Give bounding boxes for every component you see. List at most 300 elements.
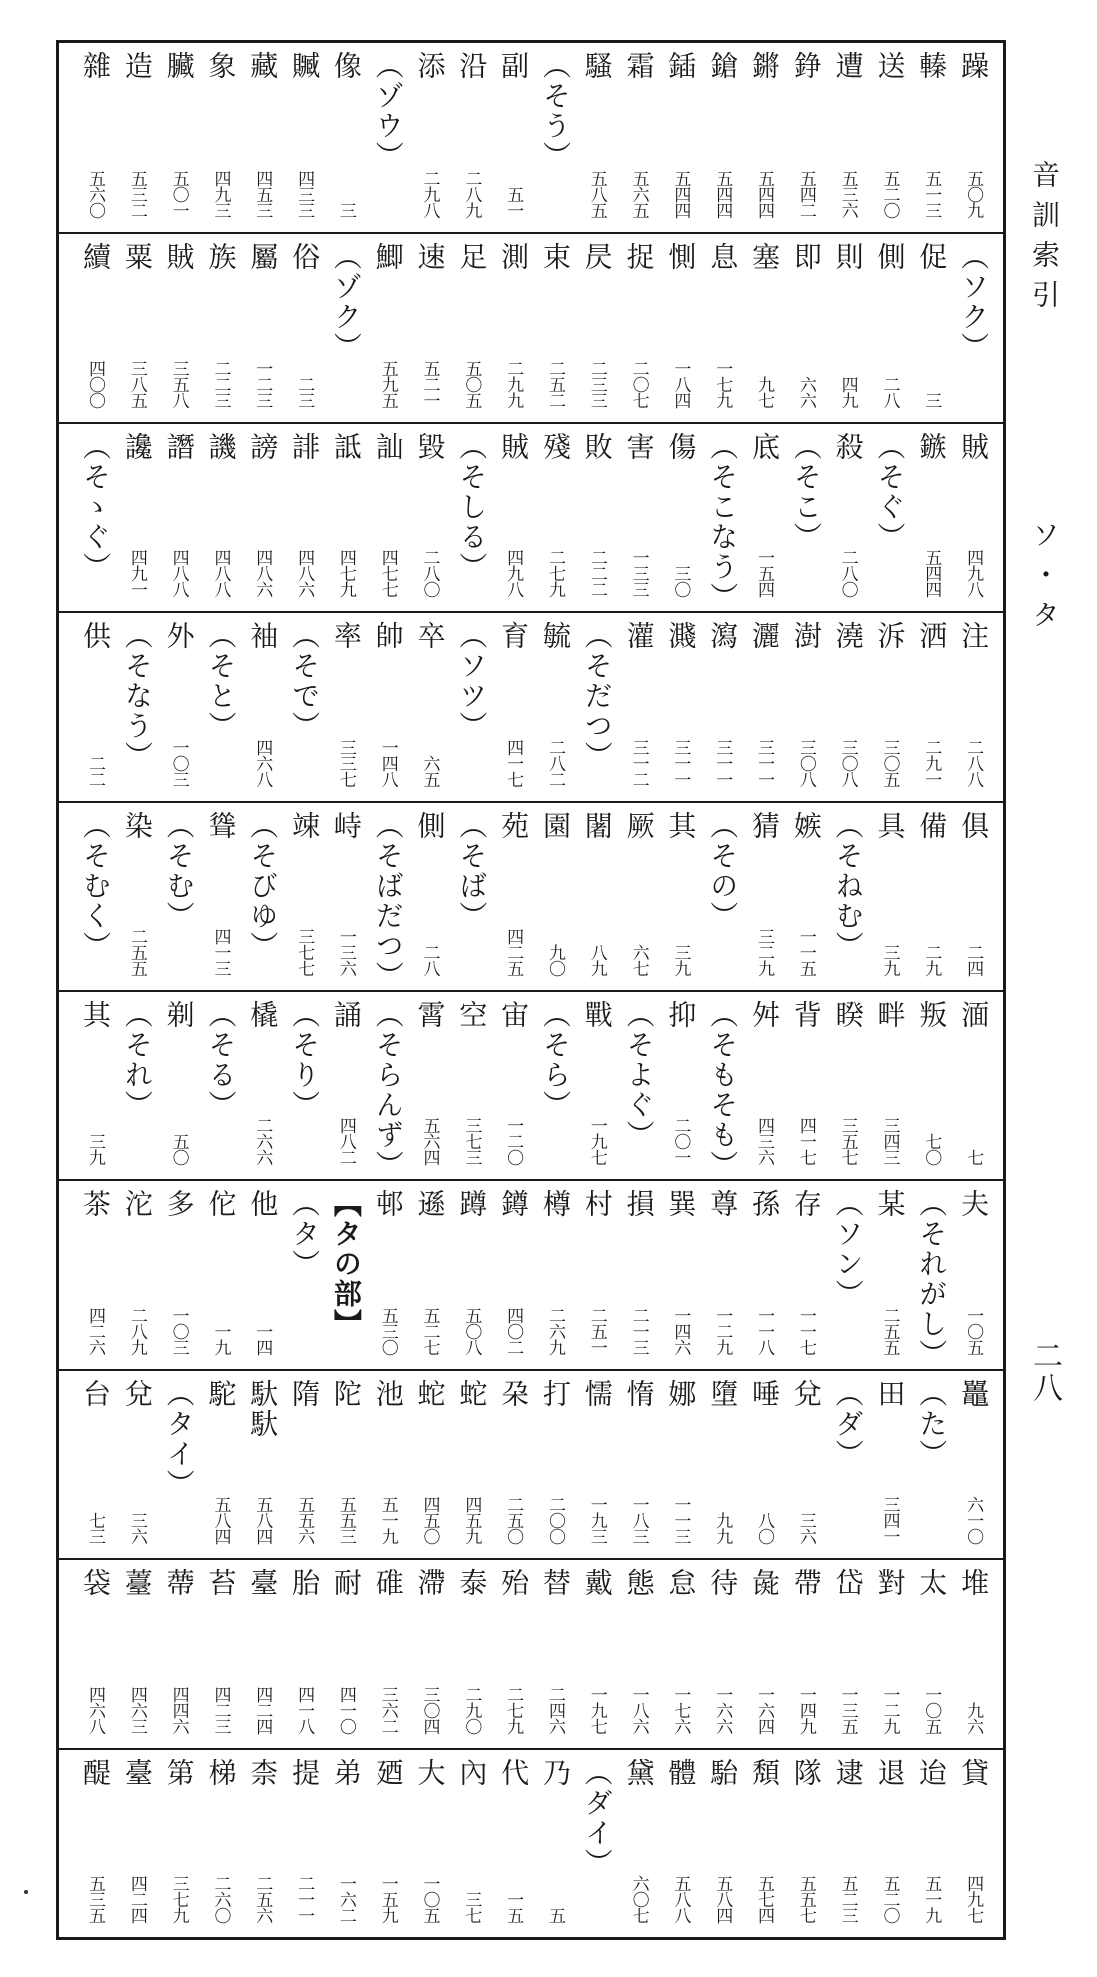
page-ref: 二二二 [586,549,607,598]
headword: 注 [957,621,991,652]
headword: 園 [538,810,572,841]
index-entry [282,1371,324,1558]
page-ref: 二九 [921,943,942,976]
page-ref: 三八五 [126,359,147,408]
headword: 供 [79,621,112,652]
page-ref: 一二三 [252,359,273,408]
headword: 臟 [162,51,196,81]
reading-label: （そなう） [120,621,154,772]
page-ref: 二〇一 [670,1117,691,1166]
page-ref: 三七三 [461,1117,482,1166]
page-ref: 一四 [252,1322,273,1355]
headword: 袖 [246,621,280,652]
page-ref: 四九一 [126,549,147,598]
page-ref: 三 [921,391,942,408]
page-ref: 三七 [461,1890,482,1923]
reading-label: （ゾク） [329,242,363,363]
index-entry [700,1371,742,1558]
index-entry [324,992,366,1179]
page-ref: 二八八 [963,738,984,787]
index-entry [575,613,617,800]
index-entry [617,43,659,232]
index-band [59,1179,1003,1368]
page-ref: 五八四 [210,1496,231,1545]
index-entry [240,1181,282,1368]
index-entry [700,803,742,990]
index-entry [533,424,575,611]
index-entry [366,1371,408,1558]
index-entry [951,803,993,990]
headword: 讒 [120,431,154,462]
page-ref: 五五三 [335,1496,356,1545]
page-ref: 一七六 [670,1685,691,1734]
headword: 殘 [538,431,572,462]
headword: 其 [79,1000,112,1030]
index-entry [198,424,240,611]
reading-label: （そねむ） [831,810,865,961]
reading-label: （それがし） [915,1189,949,1370]
page-ref: 一一五 [795,927,816,976]
page-ref: 一一八 [754,1306,774,1355]
page-ref: 一五九 [377,1874,398,1923]
page-ref: 九〇 [544,943,565,976]
headword: 夫 [957,1189,991,1220]
page-ref: 四〇〇 [85,359,105,408]
headword: 誦 [329,1000,363,1030]
page-ref: 四一七 [503,738,524,787]
page-ref: 五三二 [126,170,147,219]
index-entry [742,992,784,1179]
page-ref: 五二〇 [879,1874,900,1923]
index-entry [449,234,491,421]
index-entry [366,234,408,421]
index-entry [324,43,366,232]
headword: 某 [873,1189,907,1220]
headword: 太 [915,1568,949,1599]
page-ref: 二三 [294,375,315,408]
page-ref: 二〇〇 [544,1496,565,1545]
page-ref: 一七九 [712,359,733,408]
index-entry [826,424,868,611]
page-ref: 七 [963,1149,984,1166]
index-row [73,613,993,800]
headword: 樽 [538,1189,572,1220]
index-entry [449,1560,491,1747]
index-entry [658,424,700,611]
page-ref: 一六四 [754,1685,774,1734]
index-entry [366,1560,408,1747]
page-ref: 一四六 [670,1306,691,1355]
index-entry [533,1181,575,1368]
page-ref: 二四 [963,943,984,976]
index-entry [115,1560,157,1747]
page-ref: 四八六 [294,549,315,598]
headword: 唾 [748,1378,781,1409]
headword: 退 [873,1757,907,1788]
headword: 俱 [957,810,991,841]
page-ref: 五六四 [419,1117,440,1166]
index-entry [742,43,784,232]
page-ref: 五八五 [586,170,607,219]
headword: 隋 [288,1378,322,1409]
headword: 大 [413,1757,447,1788]
index-entry [198,803,240,990]
index-entry [408,424,450,611]
headword: 彘 [748,1568,781,1599]
headword: 醍 [79,1757,112,1788]
headword: 賊 [957,431,991,462]
headword: 代 [497,1757,531,1788]
index-entry [658,1181,700,1368]
page-ref: 二七九 [544,549,565,598]
headword: 碓 [371,1568,405,1599]
page-ref: 二八九 [461,170,482,219]
page-ref: 五〇 [168,1133,189,1166]
page-ref: 二五五 [126,927,147,976]
headword: 田 [873,1378,907,1409]
index-entry [867,234,909,421]
headword: 臺 [246,1568,280,1599]
headword: 帥 [371,621,405,652]
reading-label: （タイ） [162,1378,196,1499]
index-entry [909,1371,951,1558]
index-entry [408,992,450,1179]
index-entry [533,613,575,800]
page-ref: 二五六 [252,1874,273,1923]
page-ref: 三五七 [837,1117,858,1166]
index-entry [742,234,784,421]
headword: 卒 [413,621,447,652]
index-entry [366,1181,408,1368]
headword: 峙 [329,810,363,841]
page-ref: 二九九 [503,359,524,408]
page-ref: 四六三 [126,1685,147,1734]
index-entry [198,1181,240,1368]
index-entry [282,43,324,232]
headword: 洒 [915,621,949,652]
headword: 惰 [622,1378,656,1409]
index-entry [909,803,951,990]
index-entry [449,1181,491,1368]
index-entry [157,43,199,232]
reading-label: （そゝぐ） [79,431,112,582]
index-entry [198,992,240,1179]
reading-label: （それ） [120,1000,154,1120]
index-entry [909,1750,951,1937]
headword: 測 [497,242,531,273]
index-entry [449,992,491,1179]
headword: 巽 [664,1189,698,1220]
headword: 灌 [622,621,656,652]
index-entry [951,1560,993,1747]
index-entry [617,1181,659,1368]
page-ref: 三二九 [754,927,774,976]
page-ref: 一八四 [670,359,691,408]
headword: 蛇 [413,1378,447,1409]
headword: 屬 [246,242,280,273]
headword: 贓 [288,51,322,81]
headword: 沿 [455,51,489,81]
page-ref: 四二四 [252,1685,273,1734]
headword: 滯 [413,1568,447,1599]
headword: 駘 [706,1757,740,1788]
index-entry [282,803,324,990]
page-ref: 三四三 [879,1117,900,1166]
page-ref: 五五六 [294,1496,315,1545]
reading-label: （ダイ） [580,1757,614,1878]
headword: 蹲 [455,1189,489,1220]
index-entry [115,1371,157,1558]
headword: 殺 [831,431,865,462]
page-ref: 二九一 [921,738,942,787]
page-ref: 三七九 [168,1874,189,1923]
index-entry [533,1750,575,1937]
index-entry [324,1560,366,1747]
headword: 像 [329,51,363,81]
page-ref: 五五七 [795,1874,816,1923]
headword: 堆 [957,1568,991,1599]
reading-label: （そむ） [162,810,196,931]
page-ref: 一〇五 [921,1685,942,1734]
page-ref: 一〇五 [419,1874,440,1923]
headword: 空 [455,1000,489,1030]
index-entry [575,424,617,611]
headword: 邨 [371,1189,405,1220]
index-entry [575,1181,617,1368]
page-ref: 一一七 [795,1306,816,1355]
page-ref: 三〇八 [795,738,816,787]
index-entry [826,234,868,421]
page-ref: 四八六 [252,549,273,598]
page-ref: 三一一 [712,738,733,787]
index-entry [240,613,282,800]
page-ref: 五〇五 [461,359,482,408]
index-entry [157,234,199,421]
index-entry [826,1371,868,1558]
reading-label: （そで） [288,621,322,742]
headword: 育 [497,621,531,652]
index-entry [742,1181,784,1368]
index-entry [909,992,951,1179]
index-entry [617,424,659,611]
headword: 速 [413,242,447,273]
index-entry [198,1371,240,1558]
index-entry [115,424,157,611]
headword: 駝 [204,1378,238,1409]
reading-label: （そもそも） [706,1000,740,1180]
page-ref: 二九八 [419,170,440,219]
headword: 存 [789,1189,823,1220]
index-entry [826,613,868,800]
index-entry [157,803,199,990]
page-ref: 六〇七 [628,1874,649,1923]
reading-label: （そびゆ） [246,810,280,961]
headword: 藏 [246,51,280,81]
headword: 他 [246,1189,280,1220]
page-ref: 五一九 [921,1874,942,1923]
index-entry [658,992,700,1179]
headword: 打 [538,1378,572,1409]
index-entry [867,803,909,990]
headword: 鏘 [748,51,781,81]
headword: 柰 [246,1757,280,1788]
index-row [73,1181,993,1368]
page-ref: 二二 [85,754,105,787]
page-ref: 三三七 [335,738,356,787]
index-entry [491,803,533,990]
index-entry [366,803,408,990]
reading-label: （そる） [204,1000,238,1120]
index-entry [198,1560,240,1747]
reading-label: （ソン） [831,1189,865,1310]
index-entry [575,992,617,1179]
index-entry [449,1750,491,1937]
headword: 兌 [120,1378,154,1409]
headword: 敗 [580,431,614,462]
index-entry [867,424,909,611]
reading-label: （そり） [288,1000,322,1120]
headword: 添 [413,51,447,81]
headword: 剃 [162,1000,196,1030]
headword: 象 [204,51,238,81]
page-ref: 四一七 [795,1117,816,1166]
index-band [59,232,1003,421]
index-entry [491,613,533,800]
headword: 鍤 [664,51,698,81]
page-ref: 一〇三 [168,1306,189,1355]
headword: 塞 [748,242,781,273]
index-entry [617,234,659,421]
page-ref: 五四四 [754,170,774,219]
reading-label: （そこなう） [706,431,740,612]
index-band [59,1369,1003,1558]
index-entry [658,1560,700,1747]
index-entry [73,803,115,990]
reading-label: （そぐ） [873,431,907,552]
page-ref: 一八三 [628,1496,649,1545]
page-ref: 四九三 [210,170,231,219]
page-ref: 二三三 [586,359,607,408]
index-entry [491,424,533,611]
index-entry [282,1181,324,1368]
headword: 害 [622,431,656,462]
index-entry [73,1181,115,1368]
page-ref: 四七九 [335,549,356,598]
headword: 待 [706,1568,740,1599]
headword: 替 [538,1568,572,1599]
page-ref: 五〇九 [963,170,984,219]
headword: 捉 [622,242,656,273]
headword: 遭 [831,51,865,81]
page-ref: 一九七 [586,1685,607,1734]
index-entry [951,1750,993,1937]
page-ref: 一八六 [628,1685,649,1734]
page-ref: 五四四 [670,170,691,219]
index-entry [324,1181,366,1368]
index-entry [240,803,282,990]
index-entry [198,613,240,800]
page-ref: 二〇七 [628,359,649,408]
index-entry [867,1371,909,1558]
page-ref: 四九 [837,375,858,408]
index-entry [408,234,450,421]
index-entry [408,1750,450,1937]
headword: 霄 [413,1000,447,1030]
page-ref: 四三六 [754,1117,774,1166]
index-row [73,1560,993,1747]
section-header: 【タの部】 [329,1189,363,1340]
index-entry [951,1181,993,1368]
index-entry [742,613,784,800]
index-entry [157,1750,199,1937]
index-entry [157,1181,199,1368]
headword: 馱馱 [246,1378,280,1439]
headword: 其 [664,810,698,841]
page-ref: 二八 [419,943,440,976]
page-ref: 七三 [85,1512,105,1545]
headword: 叛 [915,1000,949,1030]
index-entry [617,1750,659,1937]
page-ref: 四八八 [210,549,231,598]
index-entry [282,613,324,800]
index-entry [449,424,491,611]
index-entry [575,1371,617,1558]
page-ref: 一一三 [670,1496,691,1545]
page-ref: 七〇 [921,1133,942,1166]
index-entry [533,992,575,1179]
reading-label: （そだつ） [580,621,614,772]
index-entry [617,992,659,1179]
index-band [59,801,1003,990]
headword: 竦 [288,810,322,841]
page-ref: 三 [335,202,356,219]
headword: 睽 [831,1000,865,1030]
reading-label: （そばだつ） [371,810,405,991]
headword: 內 [455,1757,489,1788]
page-ref: 九六 [963,1701,984,1734]
reading-label: （た） [915,1378,949,1469]
index-entry [784,613,826,800]
stray-mark [24,1890,28,1894]
page-ref: 二八 [879,375,900,408]
headword: 宙 [497,1000,531,1030]
headword: 聳 [204,810,238,841]
index-entry [73,613,115,800]
headword: 外 [162,621,196,652]
headword: 澆 [831,621,865,652]
page-ref: 五七四 [754,1874,774,1923]
headword: 轃 [915,51,949,81]
index-entry [408,43,450,232]
page-ref: 五六五 [628,170,649,219]
headword: 損 [622,1189,656,1220]
index-entry [240,1750,282,1937]
page-ref: 五二七 [419,1306,440,1355]
page-ref: 六一〇 [963,1496,984,1545]
index-entry [240,234,282,421]
headword: 廼 [371,1757,405,1788]
page-ref: 五四四 [921,549,942,598]
headword: 尊 [706,1189,740,1220]
headword: 茶 [79,1189,112,1220]
headword: 送 [873,51,907,81]
index-entry [617,1560,659,1747]
headword: 鐏 [497,1189,531,1220]
index-entry [951,613,993,800]
headword: 遜 [413,1189,447,1220]
index-entry [784,234,826,421]
page-ref: 四九八 [503,549,524,598]
